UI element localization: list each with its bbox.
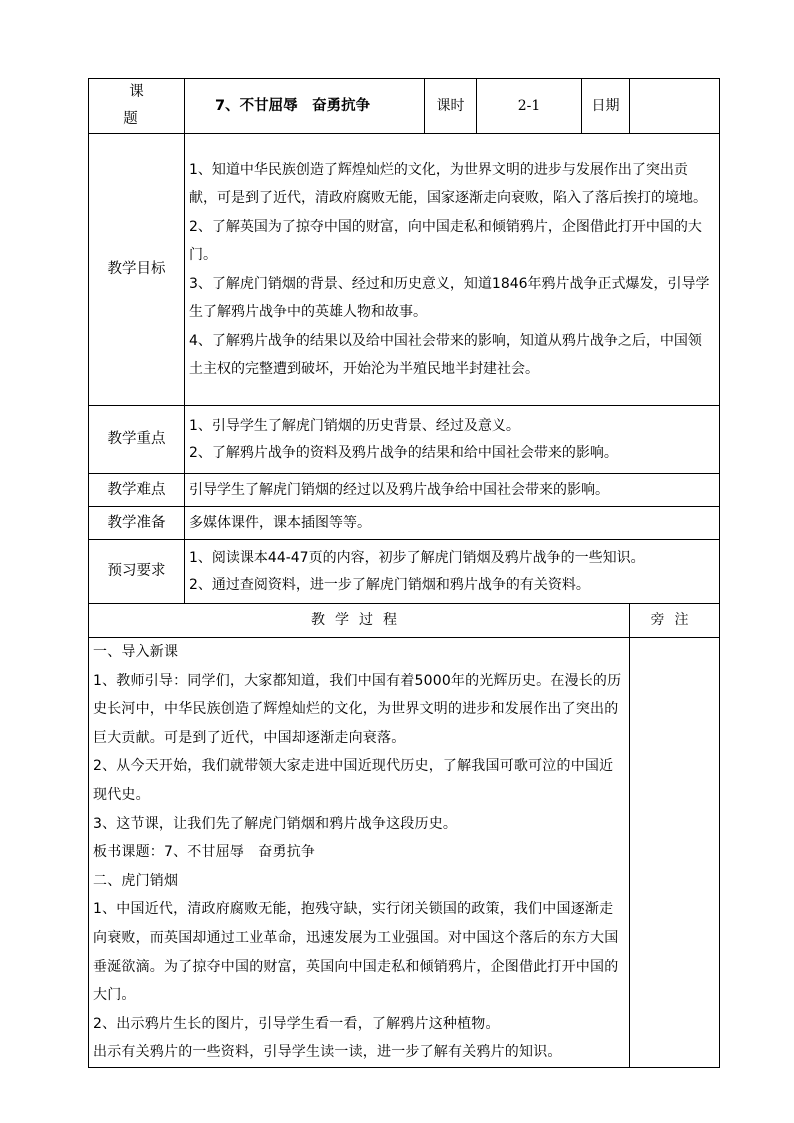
notes-column (630, 638, 720, 1068)
preview-content (185, 540, 720, 604)
process-paragraph: 3、这节课，让我们先了解虎门销烟和鸦片战争这段历史。 (93, 815, 458, 832)
objective-item: 4、了解鸦片战争的结果以及给中国社会带来的影响，知道从鸦片战争之后，中国领土主权的完整遭到破坏，开始沦为半殖民地半封建社会。 (189, 332, 702, 377)
objective-item: 2、了解英国为了掠夺中国的财富，向中国走私和倾销鸦片，企图借此打开中国的大门。 (189, 218, 702, 263)
objective-item: 3、了解虎门销烟的背景、经过和历史意义，知道1846年鸦片战争正式爆发，引导学生了解鸦片战争中的英雄人物和故事。 (189, 275, 710, 320)
process-paragraph: 2、出示鸦片生长的图片，引导学生看一看，了解鸦片这种植物。 (93, 1015, 500, 1032)
topic-value: 7、不甘屈辱 奋勇抗争 (185, 79, 425, 134)
preparation-label: 教学准备 (89, 507, 185, 540)
key-points-content (185, 406, 720, 474)
process-paragraph: 板书课题：7、不甘屈辱 奋勇抗争 (93, 844, 316, 861)
period-label: 课时 (425, 79, 477, 134)
difficulties-label: 教学难点 (89, 474, 185, 507)
process-paragraph: 出示有关鸦片的一些资料，引导学生读一读，进一步了解有关鸦片的知识。 (93, 1044, 562, 1061)
key-points-label: 教学重点 (89, 406, 185, 474)
date-value (630, 79, 720, 134)
key-point-item: 1、引导学生了解虎门销烟的历史背景、经过及意义。 (189, 417, 520, 434)
notes-header: 旁注 (630, 604, 720, 638)
difficulties-row (89, 474, 720, 507)
objective-item: 1、知道中华民族创造了辉煌灿烂的文化，为世界文明的进步与发展作出了突出贡献，可是到了近代，清政府腐败无能，国家逐渐走向衰败，陷入了落后挨打的境地。 (189, 161, 707, 206)
preparation-content: 多媒体课件，课本插图等等。 (185, 507, 720, 540)
topic-label: 课 题 (89, 79, 185, 134)
period-value: 2-1 (477, 79, 582, 134)
header-row (89, 79, 720, 134)
objectives-row (89, 134, 720, 406)
objectives-label: 教学目标 (89, 134, 185, 406)
preview-item: 1、阅读课本44-47页的内容，初步了解虎门销烟及鸦片战争的一些知识。 (189, 549, 645, 566)
key-points-row (89, 406, 720, 474)
process-header: 教学过程 (89, 604, 630, 638)
preview-row (89, 540, 720, 604)
process-content (89, 638, 630, 1068)
difficulties-content: 引导学生了解虎门销烟的经过以及鸦片战争给中国社会带来的影响。 (185, 474, 720, 507)
preview-label: 预习要求 (89, 540, 185, 604)
date-label: 日期 (582, 79, 630, 134)
preview-item: 2、通过查阅资料，进一步了解虎门销烟和鸦片战争的有关资料。 (189, 576, 590, 593)
key-point-item: 2、了解鸦片战争的资料及鸦片战争的结果和给中国社会带来的影响。 (189, 444, 618, 461)
objectives-content (185, 134, 720, 406)
preparation-row (89, 507, 720, 540)
process-body-row (89, 638, 720, 1068)
lesson-plan-table (88, 78, 720, 1068)
process-paragraph: 二、虎门销烟 (93, 872, 179, 889)
process-paragraph: 1、中国近代，清政府腐败无能，抱残守缺，实行闭关锁国的政策，我们中国逐渐走向衰败，而英国却通过工业革命，迅速发展为工业强国。对中国这个落后的东方大国垂涎欲滴。为了掠夺中国的财富，英国向中国走私和倾销鸦片，企图借此打开中国的大门。 (93, 901, 619, 1004)
process-paragraph: 2、从今天开始，我们就带领大家走进中国近现代历史，了解我国可歌可泣的中国近现代史。 (93, 758, 614, 803)
process-header-row (89, 604, 720, 638)
process-paragraph: 一、导入新课 (93, 644, 179, 660)
process-paragraph: 1、教师引导：同学们，大家都知道，我们中国有着5000年的光辉历史。在漫长的历史长河中，中华民族创造了辉煌灿烂的文化，为世界文明的进步和发展作出了突出的巨大贡献。可是到了近代，中国却逐渐走向衰落。 (93, 672, 622, 746)
